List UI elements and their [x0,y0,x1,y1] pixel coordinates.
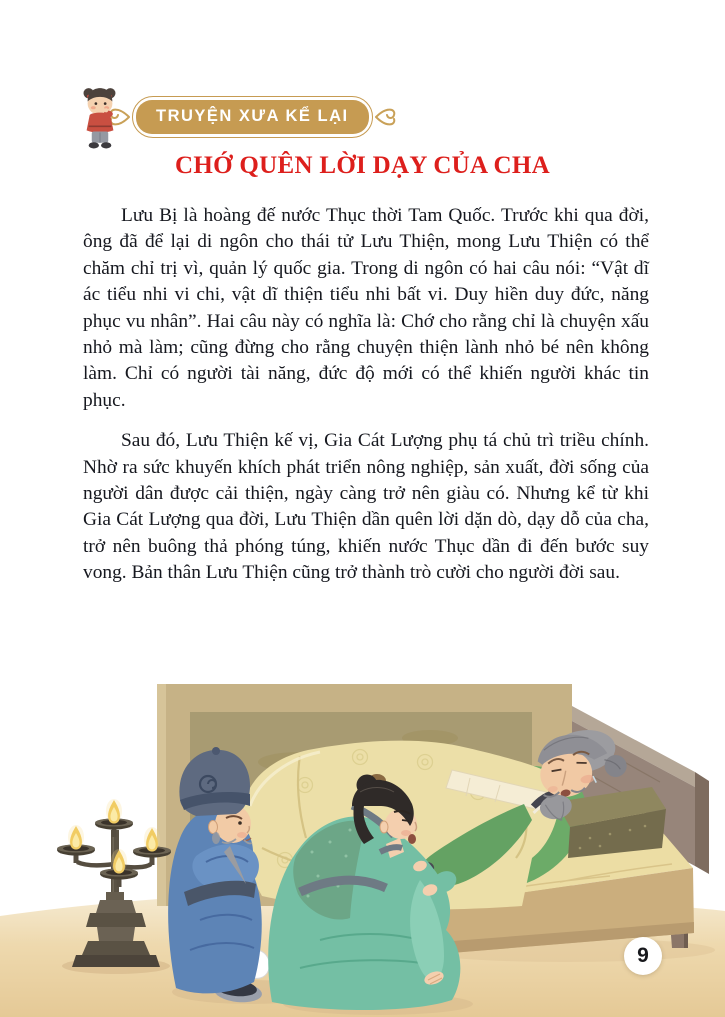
series-banner [106,96,399,138]
series-banner-plaque [132,96,373,138]
story-title: CHỚ QUÊN LỜI DẠY CỦA CHA [174,152,551,179]
paragraph-2: Sau đó, Lưu Thiện kế vị, Gia Cát Lượng phụ tá chủ trì triều chính. Nhờ ra sức khuyến khích phát triển nông nghiệp, sản xuất, đời sống của người dân được cải thiện, ngày càng trở nên giàu có. Nhưng kể từ khi Gia Cát Lượng qua đời, Lưu Thiện dần quên lời dặn dò, dạy dỗ của cha, trở nên buông thả phóng túng, khiến nước Thục dần đi đến bước suy vong. Bản thân Lưu Thiện cũng trở thành trò cười cho người đời sau. [83,430,649,584]
page-number: 9 [637,944,649,967]
illustration-canvas [0,648,725,1017]
page-number-badge [624,937,662,975]
child-mascot-icon [76,84,124,150]
paragraph-1: Lưu Bị là hoàng đế nước Thục thời Tam Quốc. Trước khi qua đời, ông đã để lại di ngôn cho thái tử Lưu Thiện, mong Lưu Thiện có thể chăm chỉ trị vì, quản lý quốc gia. Trong di ngôn có hai câu nói: “Vật dĩ ác tiểu nhi vi chi, vật dĩ thiện tiểu nhi bất vi. Duy hiền duy đức, năng phục vu nhân”. Hai câu này có nghĩa là: Chớ cho rằng chỉ là chuyện xấu nhỏ mà làm; cũng đừng cho rằng chuyện thiện lành nhỏ bé nên không làm. Chỉ có người tài năng, đức độ mới có thể khiến người khác tin phục. [83,205,649,411]
banner-flourish-right-icon [375,103,399,131]
series-title: TRUYỆN XƯA KỂ LẠI [156,107,349,125]
deathbed-illustration [0,648,725,1017]
story-text [83,203,649,587]
